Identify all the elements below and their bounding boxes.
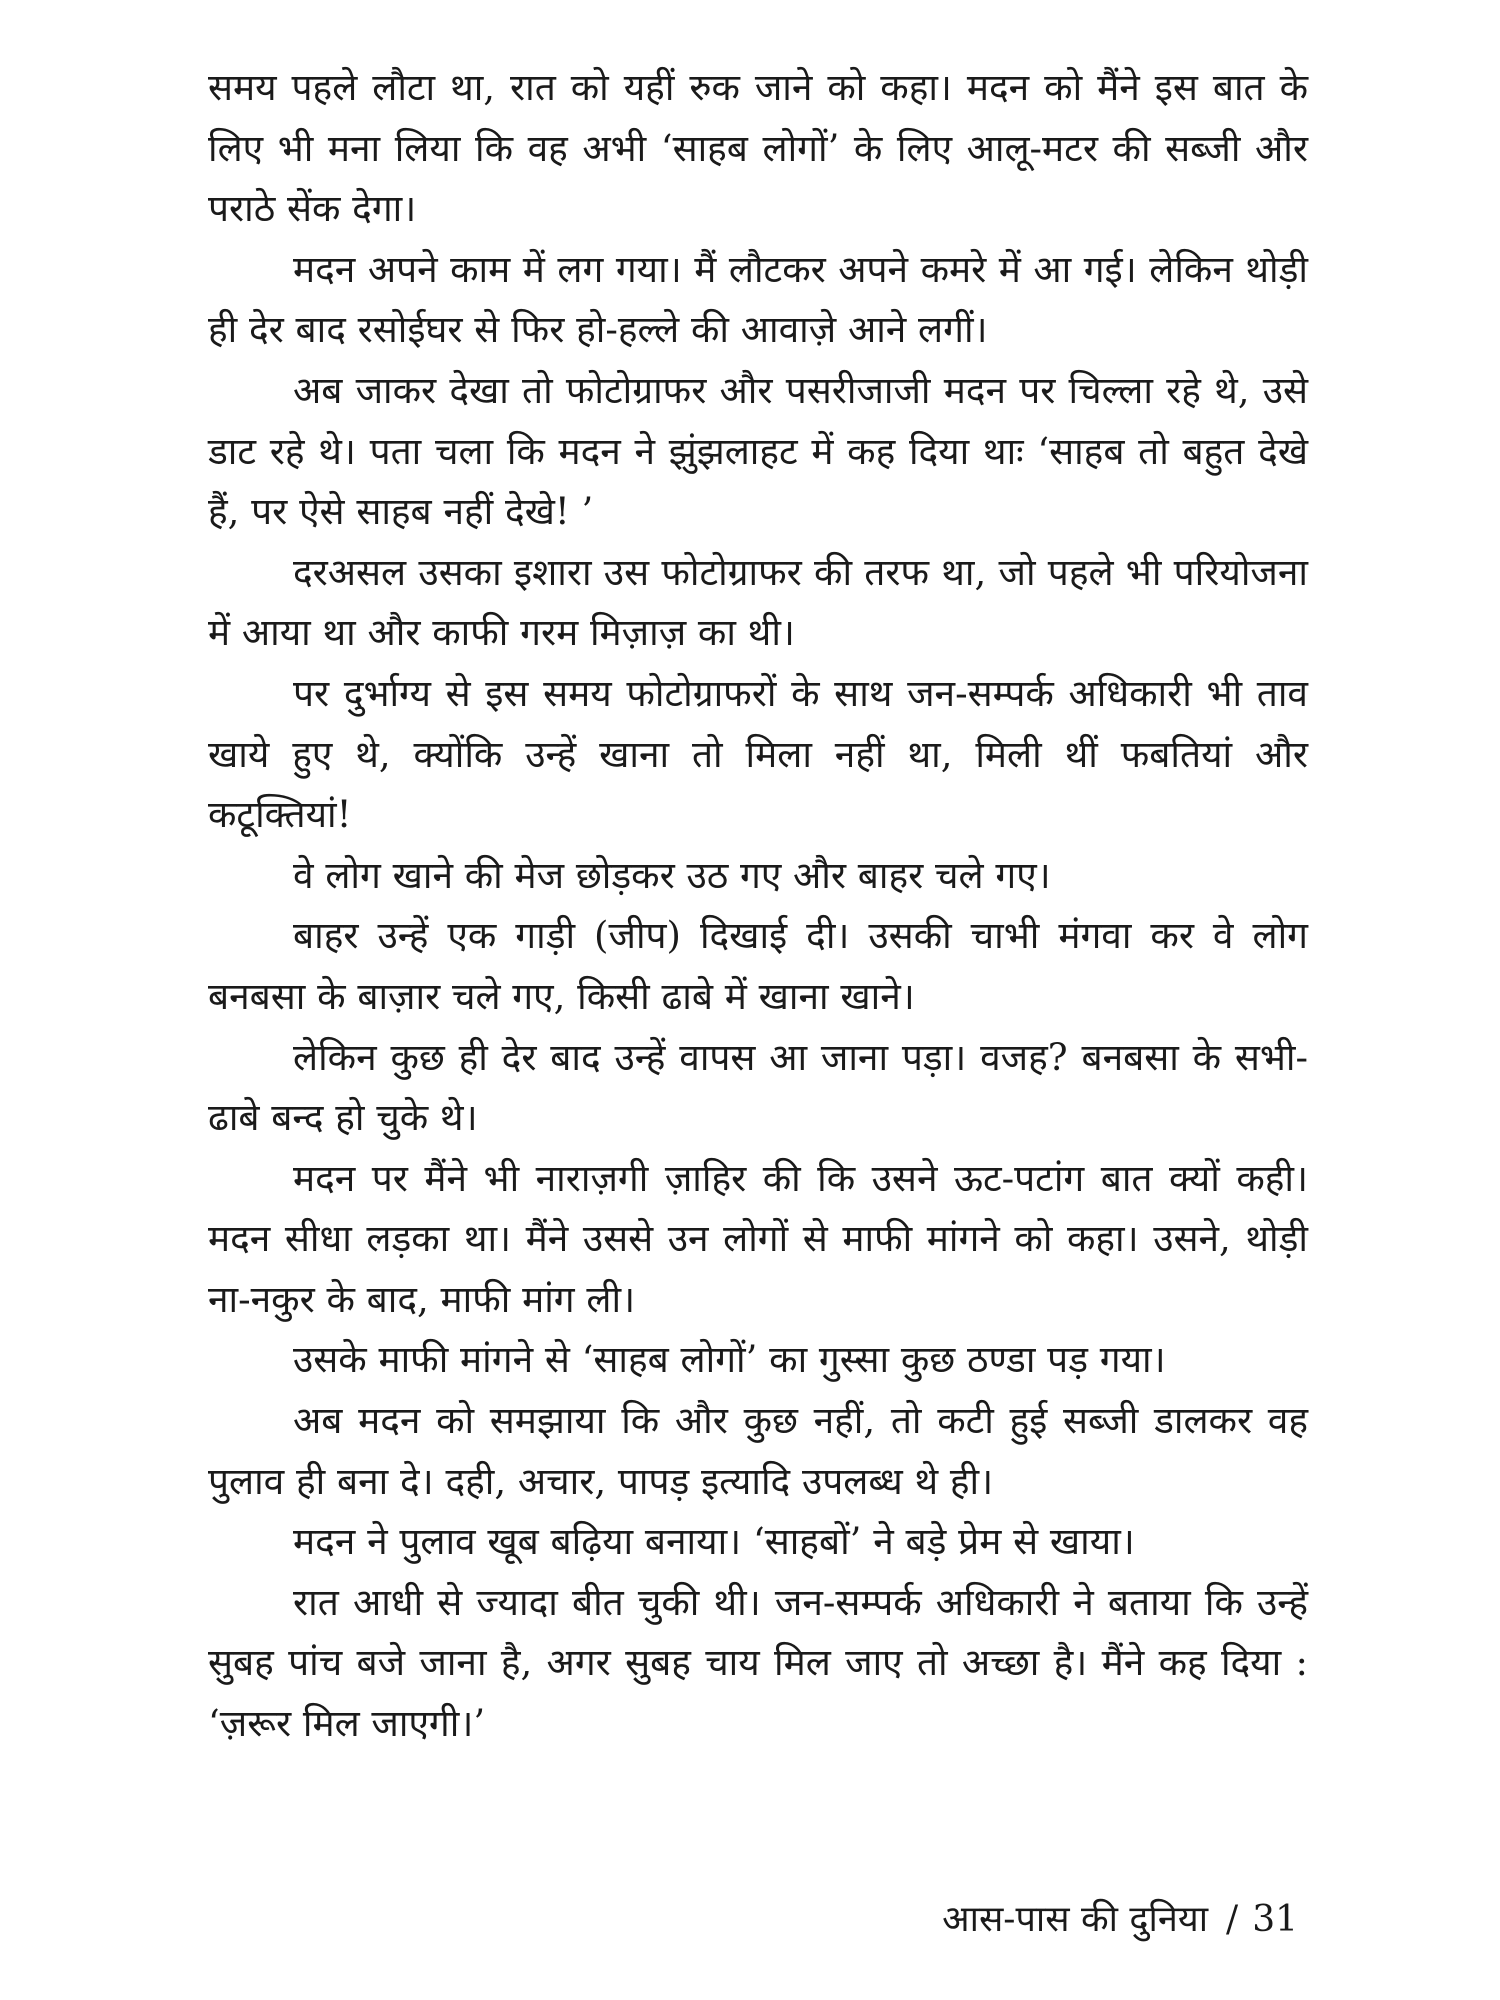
- paragraph: रात आधी से ज्यादा बीत चुकी थी। जन-सम्पर्क अधिकारी ने बताया कि उन्हें सुबह पांच बजे जाना है, अगर सुबह चाय मिल जाए तो अच्छा है। मैंने कह दिया : ‘ज़रूर मिल जाएगी।’: [208, 1580, 1308, 1746]
- running-title: आस-पास की दुनिया: [942, 1899, 1209, 1940]
- paragraph: दरअसल उसका इशारा उस फोटोग्राफर की तरफ था, जो पहले भी परियोजना में आया था और काफी गरम मिज़ाज़ का थी।: [208, 550, 1308, 655]
- paragraph: मदन अपने काम में लग गया। मैं लौटकर अपने कमरे में आ गई। लेकिन थोड़ी ही देर बाद रसोईघर से फिर हो-हल्ले की आवाज़े आने लगीं।: [208, 247, 1308, 352]
- paragraph: उसके माफी मांगने से ‘साहब लोगों’ का गुस्सा कुछ ठण्डा पड़ गया।: [293, 1338, 1166, 1382]
- body-text: [208, 58, 1308, 1755]
- paragraph: मदन पर मैंने भी नाराज़गी ज़ाहिर की कि उसने ऊट-पटांग बात क्यों कही। मदन सीधा लड़का था। मैंने उससे उन लोगों से माफी मांगने को कहा। उसने, थोड़ी ना-नकुर के बाद, माफी मांग ली।: [208, 1156, 1308, 1321]
- paragraph: लेकिन कुछ ही देर बाद उन्हें वापस आ जाना पड़ा। वजह? बनबसा के सभी-ढाबे बन्द हो चुके थे।: [208, 1035, 1308, 1140]
- paragraph: अब मदन को समझाया कि और कुछ नहीं, तो कटी हुई सब्जी डालकर वह पुलाव ही बना दे। दही, अचार, पापड़ इत्यादि उपलब्ध थे ही।: [208, 1399, 1308, 1503]
- paragraph: वे लोग खाने की मेज छोड़कर उठ गए और बाहर चले गए।: [293, 853, 1051, 897]
- paragraph: पर दुर्भाग्य से इस समय फोटोग्राफरों के साथ जन-सम्पर्क अधिकारी भी ताव खाये हुए थे, क्योंकि उन्हें खाना तो मिला नहीं था, मिली थीं फबतियां और कटूक्तियां!: [208, 671, 1308, 837]
- footer-separator: /: [1226, 1899, 1239, 1940]
- paragraph: बाहर उन्हें एक गाड़ी (जीप) दिखाई दी। उसकी चाभी मंगवा कर वे लोग बनबसा के बाज़ार चले गए, किसी ढाबे में खाना खाने।: [208, 914, 1308, 1018]
- paragraph: अब जाकर देखा तो फोटोग्राफर और पसरीजाजी मदन पर चिल्ला रहे थे, उसे डाट रहे थे। पता चला कि मदन ने झुंझलाहट में कह दिया थाः ‘साहब तो बहुत देखे हैं, पर ऐसे साहब नहीं देखे! ’: [208, 368, 1308, 534]
- paragraph-continued: समय पहले लौटा था, रात को यहीं रुक जाने को कहा। मदन को मैंने इस बात के लिए भी मना लिया कि वह अभी ‘साहब लोगों’ के लिए आलू-मटर की सब्जी और पराठे सेंक देगा।: [208, 66, 1308, 231]
- paragraph: मदन ने पुलाव खूब बढ़िया बनाया। ‘साहबों’ ने बड़े प्रेम से खाया।: [293, 1520, 1135, 1564]
- page-footer: [942, 1896, 1298, 1944]
- page-number: 31: [1252, 1899, 1298, 1940]
